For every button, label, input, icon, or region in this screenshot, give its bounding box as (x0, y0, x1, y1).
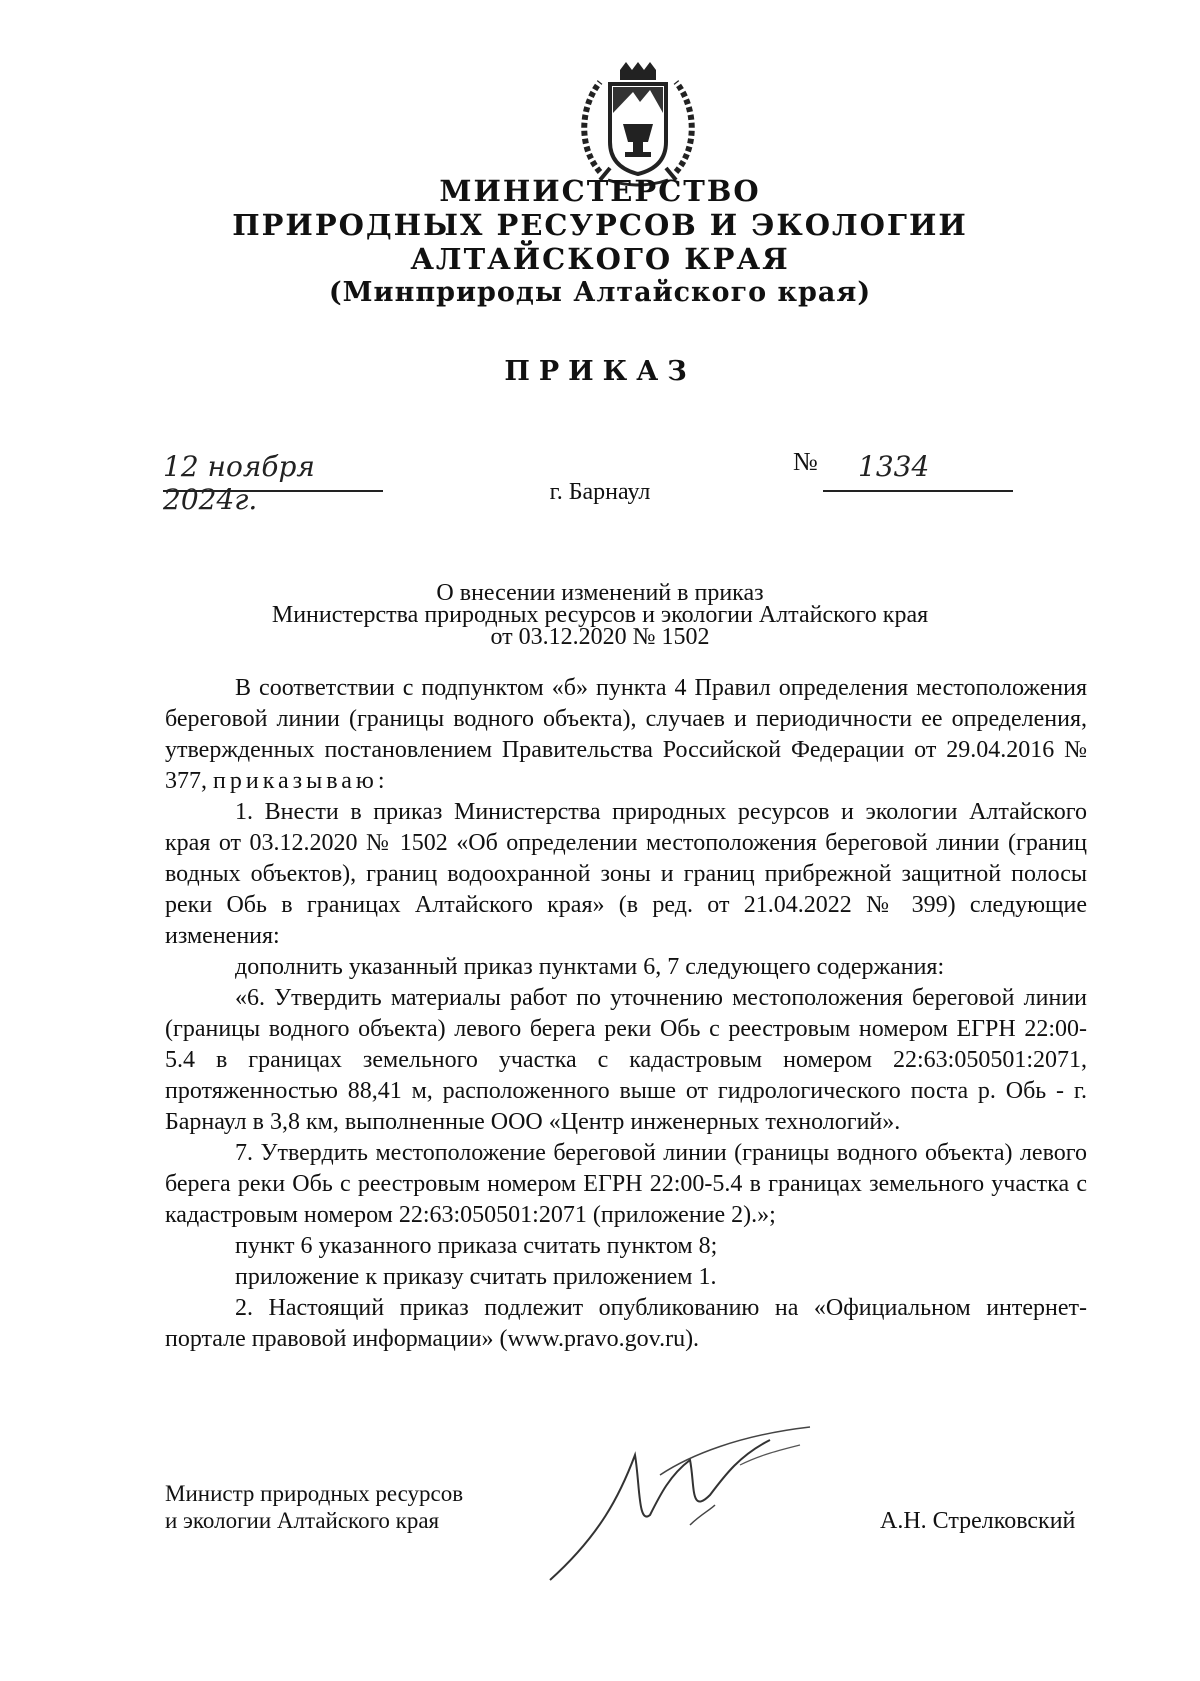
signatory-name: А.Н. Стрелковский (880, 1508, 1076, 1534)
ministry-name-line1: МИНИСТЕРСТВО (439, 174, 761, 208)
title-line2: Министерства природных ресурсов и экологии Алтайского края (271, 602, 929, 628)
document-body (165, 673, 1087, 1355)
body-text: В соответствии с подпунктом «б» пункта 4 Правил определения местоположения береговой линии (границы водного объекта), случаев и периодичности ее определения, утвержденных постановлением Правительства Российской Федерации от 29.04.2016 № 377, (165, 675, 1087, 794)
number-label: № (793, 447, 818, 476)
title-line3: от 03.12.2020 № 1502 (490, 624, 710, 650)
signatory-position (165, 1480, 463, 1534)
document-type: ПРИКАЗ (504, 356, 696, 387)
body-paragraph: дополнить указанный приказ пунктами 6, 7 следующего содержания: (235, 954, 945, 980)
position-line1: Министр природных ресурсов (165, 1481, 464, 1506)
body-paragraph: приложение к приказу считать приложением 1. (235, 1264, 717, 1290)
handwritten-date: 12 ноября 2024г. (163, 450, 315, 516)
city: г. Барнаул (549, 479, 651, 505)
body-paragraph: 2. Настоящий приказ подлежит опубликованию на «Официальном интернет-портале правовой информации» (www.pravo.gov.ru). (165, 1295, 1087, 1352)
body-paragraph: 1. Внести в приказ Министерства природных ресурсов и экологии Алтайского края от 03.12.2020 № 1502 «Об определении местоположения береговой линии (границ водных объектов), границ водоохранной зоны и границ прибрежной защитной полосы реки Обь в границах Алтайского края» (в ред. от 21.04.2022 № 399) следующие изменения: (165, 799, 1087, 949)
body-paragraph: 7. Утвердить местоположение береговой линии (границы водного объекта) левого берега реки Обь с реестровым номером ЕГРН 22:00-5.4 в границах земельного участка с кадастровым номером 22:63:050501:2071 (приложение 2).»; (165, 1140, 1087, 1228)
body-paragraph: пункт 6 указанного приказа считать пунктом 8; (235, 1233, 718, 1259)
handwritten-number: 1334 (858, 450, 930, 483)
position-line2: и экологии Алтайского края (165, 1508, 440, 1533)
body-paragraph (165, 673, 1087, 797)
ministry-short-name: (Минприроды Алтайского края) (328, 277, 872, 308)
coat-of-arms-icon (578, 62, 698, 192)
ministry-name-line2: ПРИРОДНЫХ РЕСУРСОВ И ЭКОЛОГИИ (232, 208, 968, 242)
order-word: приказываю: (213, 768, 389, 794)
body-paragraph: «6. Утвердить материалы работ по уточнению местоположения береговой линии (границы водного объекта) левого берега реки Обь с реестровым номером ЕГРН 22:00-5.4 в границах земельного участка с кадастровым номером 22:63:050501:2071, протяженностью 88,41 м, расположенного выше от гидрологического поста р. Обь - г. Барнаул в 3,8 км, выполненные ООО «Центр инженерных технологий». (165, 985, 1087, 1135)
title-line1: О внесении изменений в приказ (436, 580, 764, 606)
handwritten-signature-icon (540, 1415, 820, 1585)
ministry-name-line3: АЛТАЙСКОГО КРАЯ (410, 242, 790, 276)
